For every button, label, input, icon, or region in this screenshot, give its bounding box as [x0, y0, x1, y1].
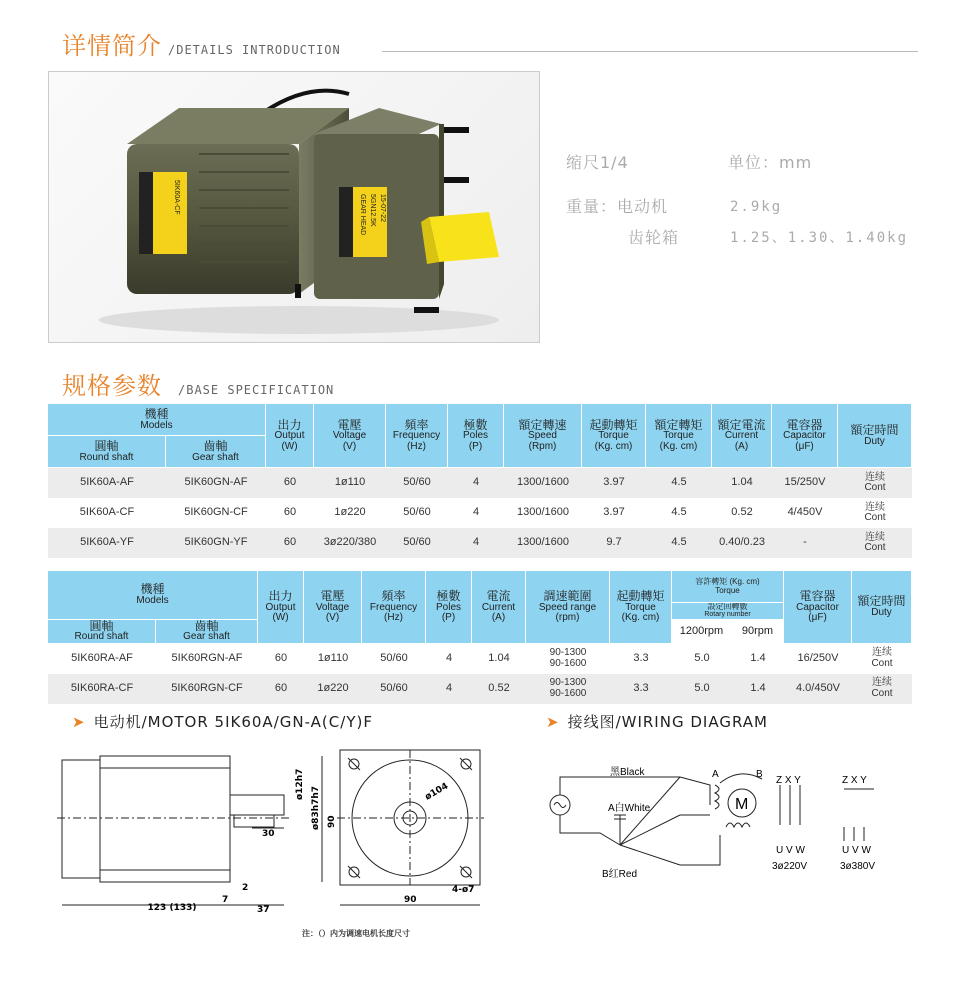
motor-weight: 2.9kg [730, 199, 783, 215]
t1-storq-u: (Kg. cm) [594, 440, 633, 452]
table-row [48, 674, 912, 704]
t2-poles-header [426, 571, 472, 644]
t1-current-cn: 額定電流 [717, 417, 766, 432]
t2-storq-en: Torque [625, 601, 656, 613]
t2-poles-u: (P) [441, 612, 456, 624]
t2-model-header [48, 571, 258, 620]
details-title-cn: 详情简介 [62, 32, 162, 60]
gearbox-label-line [628, 225, 679, 248]
t2-duty-cn: 額定時間 [857, 594, 906, 609]
t2-cap-u: (μF) [808, 612, 827, 624]
table-cell: 3.97 [582, 468, 646, 498]
dim-length: 123 (133) [147, 903, 197, 913]
t2-model-cn: 機種 [140, 582, 165, 597]
t1-cap-header [772, 404, 838, 468]
weight-label-line [566, 194, 668, 217]
t2-output-header [258, 571, 304, 644]
table-cell: 60 [258, 674, 304, 704]
t2-allow-header [672, 571, 784, 603]
table-cell: 5IK60RA-CF [48, 674, 156, 704]
t2-current-u: (A) [491, 612, 506, 624]
table-cell: 1300/1600 [504, 528, 582, 558]
table-cell: 4 [472, 506, 480, 519]
table-cell: 16/250V [797, 652, 839, 665]
scale-line [566, 150, 629, 173]
t2-poles-en: Poles [435, 601, 461, 613]
t1-freq-cn: 頻率 [404, 417, 429, 432]
t2-range-cn: 調速範圍 [543, 589, 592, 604]
voltage-220-label: 3ø220V [772, 861, 808, 872]
t2-poles-cn: 極數 [436, 589, 461, 604]
table-row [48, 468, 912, 498]
t1-model-en: Models [140, 419, 173, 431]
table-cell: 4.5 [646, 528, 712, 558]
table-cell: 1.04 [488, 652, 510, 665]
unit-line [728, 150, 812, 173]
table-cell [838, 528, 912, 558]
t1-model-cn: 機種 [144, 406, 169, 421]
t1-poles-en: Poles [462, 430, 488, 442]
table-cell: 1.4 [732, 674, 784, 704]
t2-current-en: Current [481, 601, 516, 613]
t2-current-header [472, 571, 526, 644]
t1-duty-header [838, 404, 912, 468]
scale-label: 缩尺1/4 [566, 153, 629, 172]
t2-allow-en: Torque [715, 585, 740, 595]
t1-cap-en: Capacitor [783, 430, 826, 442]
base-heading [62, 366, 334, 401]
table-cell: 1300/1600 [517, 506, 569, 519]
unit-label: 单位：mm [728, 153, 813, 172]
t1-rtorq-u: (Kg. cm) [659, 440, 698, 452]
details-title-en: /DETAILS INTRODUCTION [168, 43, 341, 57]
t1-voltage-u: (V) [342, 440, 357, 452]
motor-dimension-drawing [52, 740, 492, 920]
delta-uvw-label: U V W [776, 845, 805, 856]
table-cell: 5IK60A-AF [48, 468, 166, 498]
t1-output-cn: 出力 [277, 417, 302, 432]
wire-red-label: B红Red [602, 869, 638, 880]
cell-line: 连续 [865, 501, 885, 513]
table-cell [526, 644, 610, 674]
motor-subtitle-text: 电动机/MOTOR 5IK60A/GN-A(C/Y)F [93, 713, 373, 731]
t1-voltage-en: Voltage [332, 430, 367, 442]
t2-body [48, 644, 912, 704]
gearbox-label: 齿轮箱 [628, 228, 680, 247]
t1-cap-u: (μF) [795, 440, 814, 452]
t1-model-header [48, 404, 266, 436]
table-cell: 4/450V [787, 506, 823, 519]
cell-line: 90-1300 [549, 677, 587, 689]
cell-line: 90-1600 [549, 687, 587, 699]
dim-pilot-dia: ø83h7h7 [311, 785, 321, 830]
t1-duty-en: Duty [864, 435, 885, 447]
t2-cap-cn: 電容器 [799, 589, 836, 604]
t1-storq-cn: 起動轉矩 [589, 417, 638, 432]
dim-2: 2 [242, 883, 249, 893]
t1-poles-cn: 極數 [463, 417, 488, 432]
table-cell: 3ø220/380 [314, 528, 386, 558]
table-row [48, 644, 912, 674]
dim-37: 37 [257, 905, 270, 915]
t1-cap-cn: 電容器 [786, 417, 823, 432]
t1-body [48, 468, 912, 558]
cell-line: 90-1600 [549, 657, 587, 669]
terminal-b: B [756, 769, 763, 780]
table-cell: 1.4 [750, 652, 766, 665]
dim-width: 90 [404, 895, 417, 905]
dim-30: 30 [262, 829, 275, 839]
t1-output-en: Output [274, 430, 305, 442]
t1-rtorq-cn: 額定轉矩 [654, 417, 703, 432]
dim-pcd: ø104 [423, 781, 451, 803]
star-uvw-label: U V W [842, 845, 871, 856]
table-cell: 3.3 [610, 674, 672, 704]
wiring-subtitle [546, 711, 768, 732]
details-heading [62, 26, 341, 61]
t2-model-en: Models [136, 594, 169, 606]
dim-height: 90 [327, 815, 337, 828]
table-cell: 60 [266, 468, 314, 498]
t2-voltage-cn: 電壓 [320, 589, 345, 604]
cell-line: 连续 [865, 531, 885, 543]
table-cell: 5IK60A-YF [48, 528, 166, 558]
base-title-en: /BASE SPECIFICATION [178, 383, 335, 397]
table-cell [526, 674, 610, 704]
t2-gear-cn: 齒軸 [194, 619, 219, 633]
table-cell: 1300/1600 [504, 468, 582, 498]
motor-subtitle [72, 711, 373, 732]
t2-voltage-header [304, 571, 362, 644]
table-cell [838, 468, 912, 498]
table-cell: 15/250V [772, 468, 838, 498]
t2-gear-header [156, 620, 258, 644]
t2-range-en: Speed range [538, 601, 597, 613]
terminal-a: A [712, 769, 719, 780]
t1-rtorq-en: Torque [663, 430, 694, 442]
weight-label: 重量：电动机 [566, 197, 669, 216]
t2-round-en: Round shaft [74, 631, 129, 643]
table-cell: 50/60 [403, 506, 431, 519]
table-cell: 0.40/0.23 [712, 528, 772, 558]
t2-cap-header [784, 571, 852, 644]
cell-line: Cont [864, 512, 886, 523]
t1-gear-en: Gear shaft [192, 451, 239, 463]
t2-rpm1: 1200rpm [679, 624, 724, 637]
motor-symbol: M [735, 796, 749, 813]
t1-gear-cn: 齒軸 [203, 438, 228, 453]
table-cell: 5.0 [694, 652, 710, 665]
table-cell: 60 [283, 506, 297, 519]
t2-range-u: (rpm) [555, 612, 580, 624]
cell-line: Cont [864, 482, 886, 493]
t2-gear-en: Gear shaft [183, 631, 230, 643]
table-cell: 0.52 [472, 674, 526, 704]
t1-voltage-cn: 電壓 [337, 417, 362, 432]
t2-freq-en: Frequency [369, 601, 418, 613]
table-cell: 4.0/450V [784, 674, 852, 704]
t1-output-header [266, 404, 314, 468]
base-title-cn: 规格参数 [62, 372, 162, 400]
t2-cap-en: Capacitor [796, 601, 839, 613]
t1-rtorq-header [646, 404, 712, 468]
table-cell: 4.5 [671, 506, 687, 519]
t2-round-header [48, 620, 156, 644]
t1-gear-header [166, 436, 266, 468]
table-cell: 4 [426, 674, 472, 704]
table-cell: 50/60 [386, 468, 448, 498]
dim-holes: 4-ø7 [452, 885, 475, 895]
wire-black-label: 黑Black [610, 767, 645, 778]
gearbox-weight: 1.25、1.30、1.40kg [730, 230, 909, 246]
cell-line: 连续 [872, 677, 893, 689]
cell-line: Cont [871, 657, 893, 669]
t2-range-header [526, 571, 610, 644]
motor-photo-illustration [49, 72, 540, 343]
table-cell: 50/60 [362, 674, 426, 704]
t1-speed-en: Speed [528, 430, 557, 442]
spec-table-standard [48, 404, 912, 558]
table-cell: 0.52 [731, 506, 753, 519]
dim-7: 7 [222, 895, 229, 905]
t2-output-u: (W) [272, 612, 289, 624]
cell-line: 连续 [872, 647, 893, 659]
star-zxy-label: Z X Y [842, 775, 867, 786]
table-cell: 50/60 [386, 528, 448, 558]
table-cell: 3.3 [633, 652, 649, 665]
t1-poles-header [448, 404, 504, 468]
wiring-diagram [540, 765, 920, 885]
t1-freq-header [386, 404, 448, 468]
table-cell: - [772, 528, 838, 558]
table-cell: 9.7 [582, 528, 646, 558]
t2-rpm2: 90rpm [741, 624, 774, 637]
wire-white-label: A白White [608, 803, 651, 814]
gear-sticker-line2: 5GN12.5K [369, 194, 376, 227]
voltage-380-label: 3ø380V [840, 861, 876, 872]
t2-set-en: Rotary number [704, 611, 751, 619]
t2-storq-header [610, 571, 672, 644]
t1-freq-en: Frequency [392, 430, 441, 442]
table-row [48, 528, 912, 558]
t2-voltage-en: Voltage [315, 601, 350, 613]
table-cell: 5IK60RGN-AF [171, 652, 243, 665]
t1-round-cn: 圓軸 [94, 438, 119, 453]
table-cell: 3.97 [603, 506, 625, 519]
table-row [48, 498, 912, 528]
motor-sticker-text: 5IK60A-CF [173, 180, 180, 215]
dim-shaft-dia: ø12h7 [295, 768, 305, 800]
product-photo [48, 71, 540, 343]
table-cell: 1.04 [712, 468, 772, 498]
table-cell: 5IK60GN-YF [166, 528, 266, 558]
details-divider [382, 51, 918, 52]
t2-duty-header [852, 571, 912, 644]
table-cell: 1ø220 [334, 506, 366, 519]
table-cell: 5IK60RGN-CF [156, 674, 258, 704]
arrow-right-icon: ➤ [72, 712, 86, 731]
table-cell: 4.5 [646, 468, 712, 498]
table-cell: 4 [448, 468, 504, 498]
table-cell: 1ø220 [304, 674, 362, 704]
t2-output-en: Output [265, 601, 296, 613]
table-cell [852, 674, 912, 704]
t2-rpm2-header [732, 620, 784, 644]
gear-sticker-line1: GEAR HEAD [359, 194, 366, 236]
t1-poles-u: (P) [468, 440, 483, 452]
t1-storq-header [582, 404, 646, 468]
t1-output-u: (W) [281, 440, 298, 452]
t2-output-cn: 出力 [268, 589, 293, 604]
table-cell [852, 644, 912, 674]
t1-current-en: Current [724, 430, 759, 442]
table-cell: 5.0 [672, 674, 732, 704]
table-cell: 50/60 [380, 652, 408, 665]
table-cell: 5IK60A-CF [79, 506, 135, 519]
cell-line: Cont [871, 687, 893, 699]
t2-set-header [672, 603, 784, 620]
table-cell: 60 [266, 528, 314, 558]
table-cell: 4 [445, 652, 453, 665]
table-cell: 5IK60RA-AF [71, 652, 133, 665]
table-cell: 1ø110 [317, 652, 349, 665]
table-cell [838, 498, 912, 528]
t2-storq-u: (Kg. cm) [621, 612, 660, 624]
t2-rpm1-header [672, 620, 732, 644]
dimension-note: 注：（）内为调速电机长度尺寸 [302, 928, 410, 938]
cell-line: Cont [864, 542, 886, 553]
t2-allow-cn: 容許轉矩 (Kg. cm) [695, 577, 760, 587]
t2-voltage-u: (V) [325, 612, 340, 624]
table-cell: 4 [448, 528, 504, 558]
t2-freq-cn: 頻率 [381, 589, 406, 604]
t1-speed-u: (Rpm) [528, 440, 557, 452]
t1-round-en: Round shaft [79, 451, 134, 463]
t1-speed-header [504, 404, 582, 468]
cell-line: 90-1300 [549, 647, 587, 659]
t1-current-header [712, 404, 772, 468]
table-cell: 5IK60GN-CF [184, 506, 248, 519]
t1-duty-cn: 額定時間 [850, 422, 899, 437]
t2-set-cn: 設定回轉數 [707, 603, 748, 611]
t2-storq-cn: 起動轉矩 [616, 589, 665, 604]
wiring-subtitle-text: 接线图/WIRING DIAGRAM [567, 713, 768, 731]
t2-freq-header [362, 571, 426, 644]
t1-storq-en: Torque [598, 430, 629, 442]
delta-zxy-label: Z X Y [776, 775, 801, 786]
t1-speed-cn: 額定轉速 [518, 417, 567, 432]
cell-line: 连续 [865, 471, 885, 483]
t1-current-u: (A) [734, 440, 749, 452]
table-cell: 60 [274, 652, 288, 665]
spec-table-speed-control [48, 571, 912, 704]
t2-round-cn: 圓軸 [89, 619, 114, 633]
gearbox-weight-line [730, 227, 908, 247]
motor-weight-line [730, 196, 782, 215]
t2-duty-en: Duty [871, 606, 892, 618]
t2-current-cn: 電流 [486, 589, 511, 604]
table-cell: 5IK60GN-AF [166, 468, 266, 498]
t2-freq-u: (Hz) [384, 612, 403, 624]
arrow-right-icon: ➤ [546, 712, 560, 731]
t1-voltage-header [314, 404, 386, 468]
t1-round-header [48, 436, 166, 468]
table-cell: 1ø110 [314, 468, 386, 498]
gear-sticker-line3: 15-07-22 [379, 194, 386, 223]
t1-freq-u: (Hz) [407, 440, 426, 452]
